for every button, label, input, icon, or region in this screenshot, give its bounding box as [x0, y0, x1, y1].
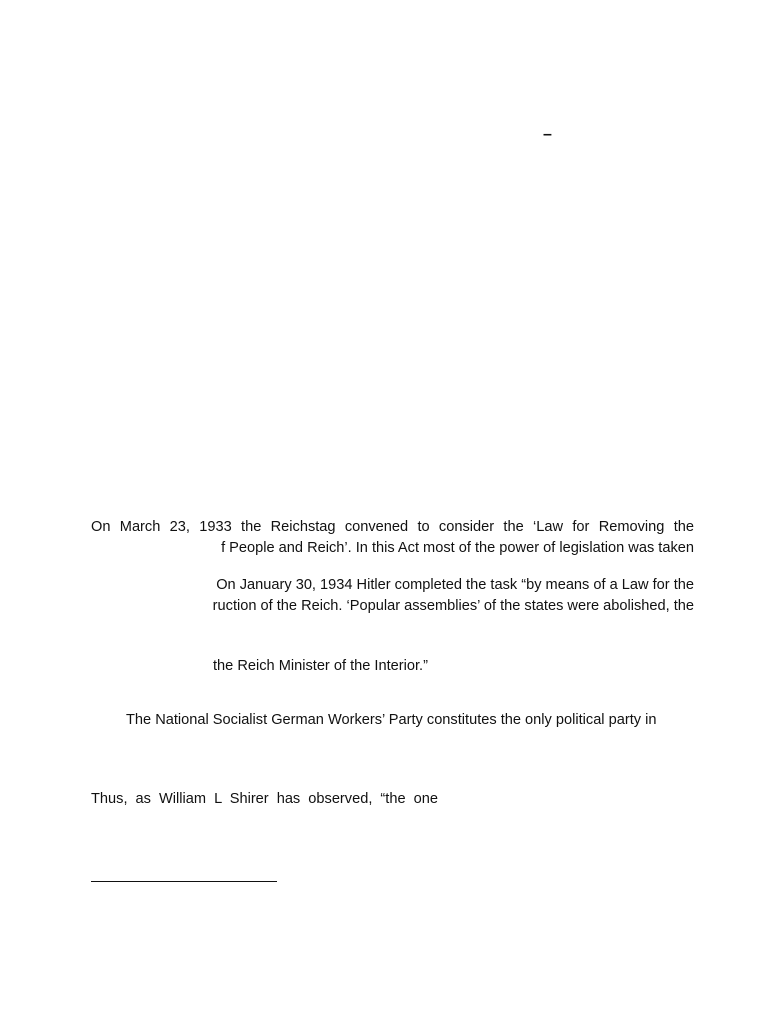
paragraph-2-line-3: the Reich Minister of the Interior.”	[213, 658, 428, 674]
paragraph-2-line-1: On January 30, 1934 Hitler completed the task “by means of a Law for the	[216, 577, 694, 593]
paragraph-4-line-1: Thus, as William L Shirer has observed, “the one	[91, 791, 438, 807]
paragraph-1-line-1: On March 23, 1933 the Reichstag convened to consider the ‘Law for Removing the	[91, 519, 694, 535]
paragraph-2-line-2: ruction of the Reich. ‘Popular assemblies’ of the states were abolished, the	[212, 598, 694, 614]
paragraph-1-line-2: f People and Reich’. In this Act most of the power of legislation was taken	[221, 540, 694, 556]
paragraph-3-line-1: The National Socialist German Workers’ Party constitutes the only political party in	[126, 712, 657, 728]
header-dash-mark: –	[543, 126, 552, 143]
footnote-separator	[91, 881, 277, 882]
